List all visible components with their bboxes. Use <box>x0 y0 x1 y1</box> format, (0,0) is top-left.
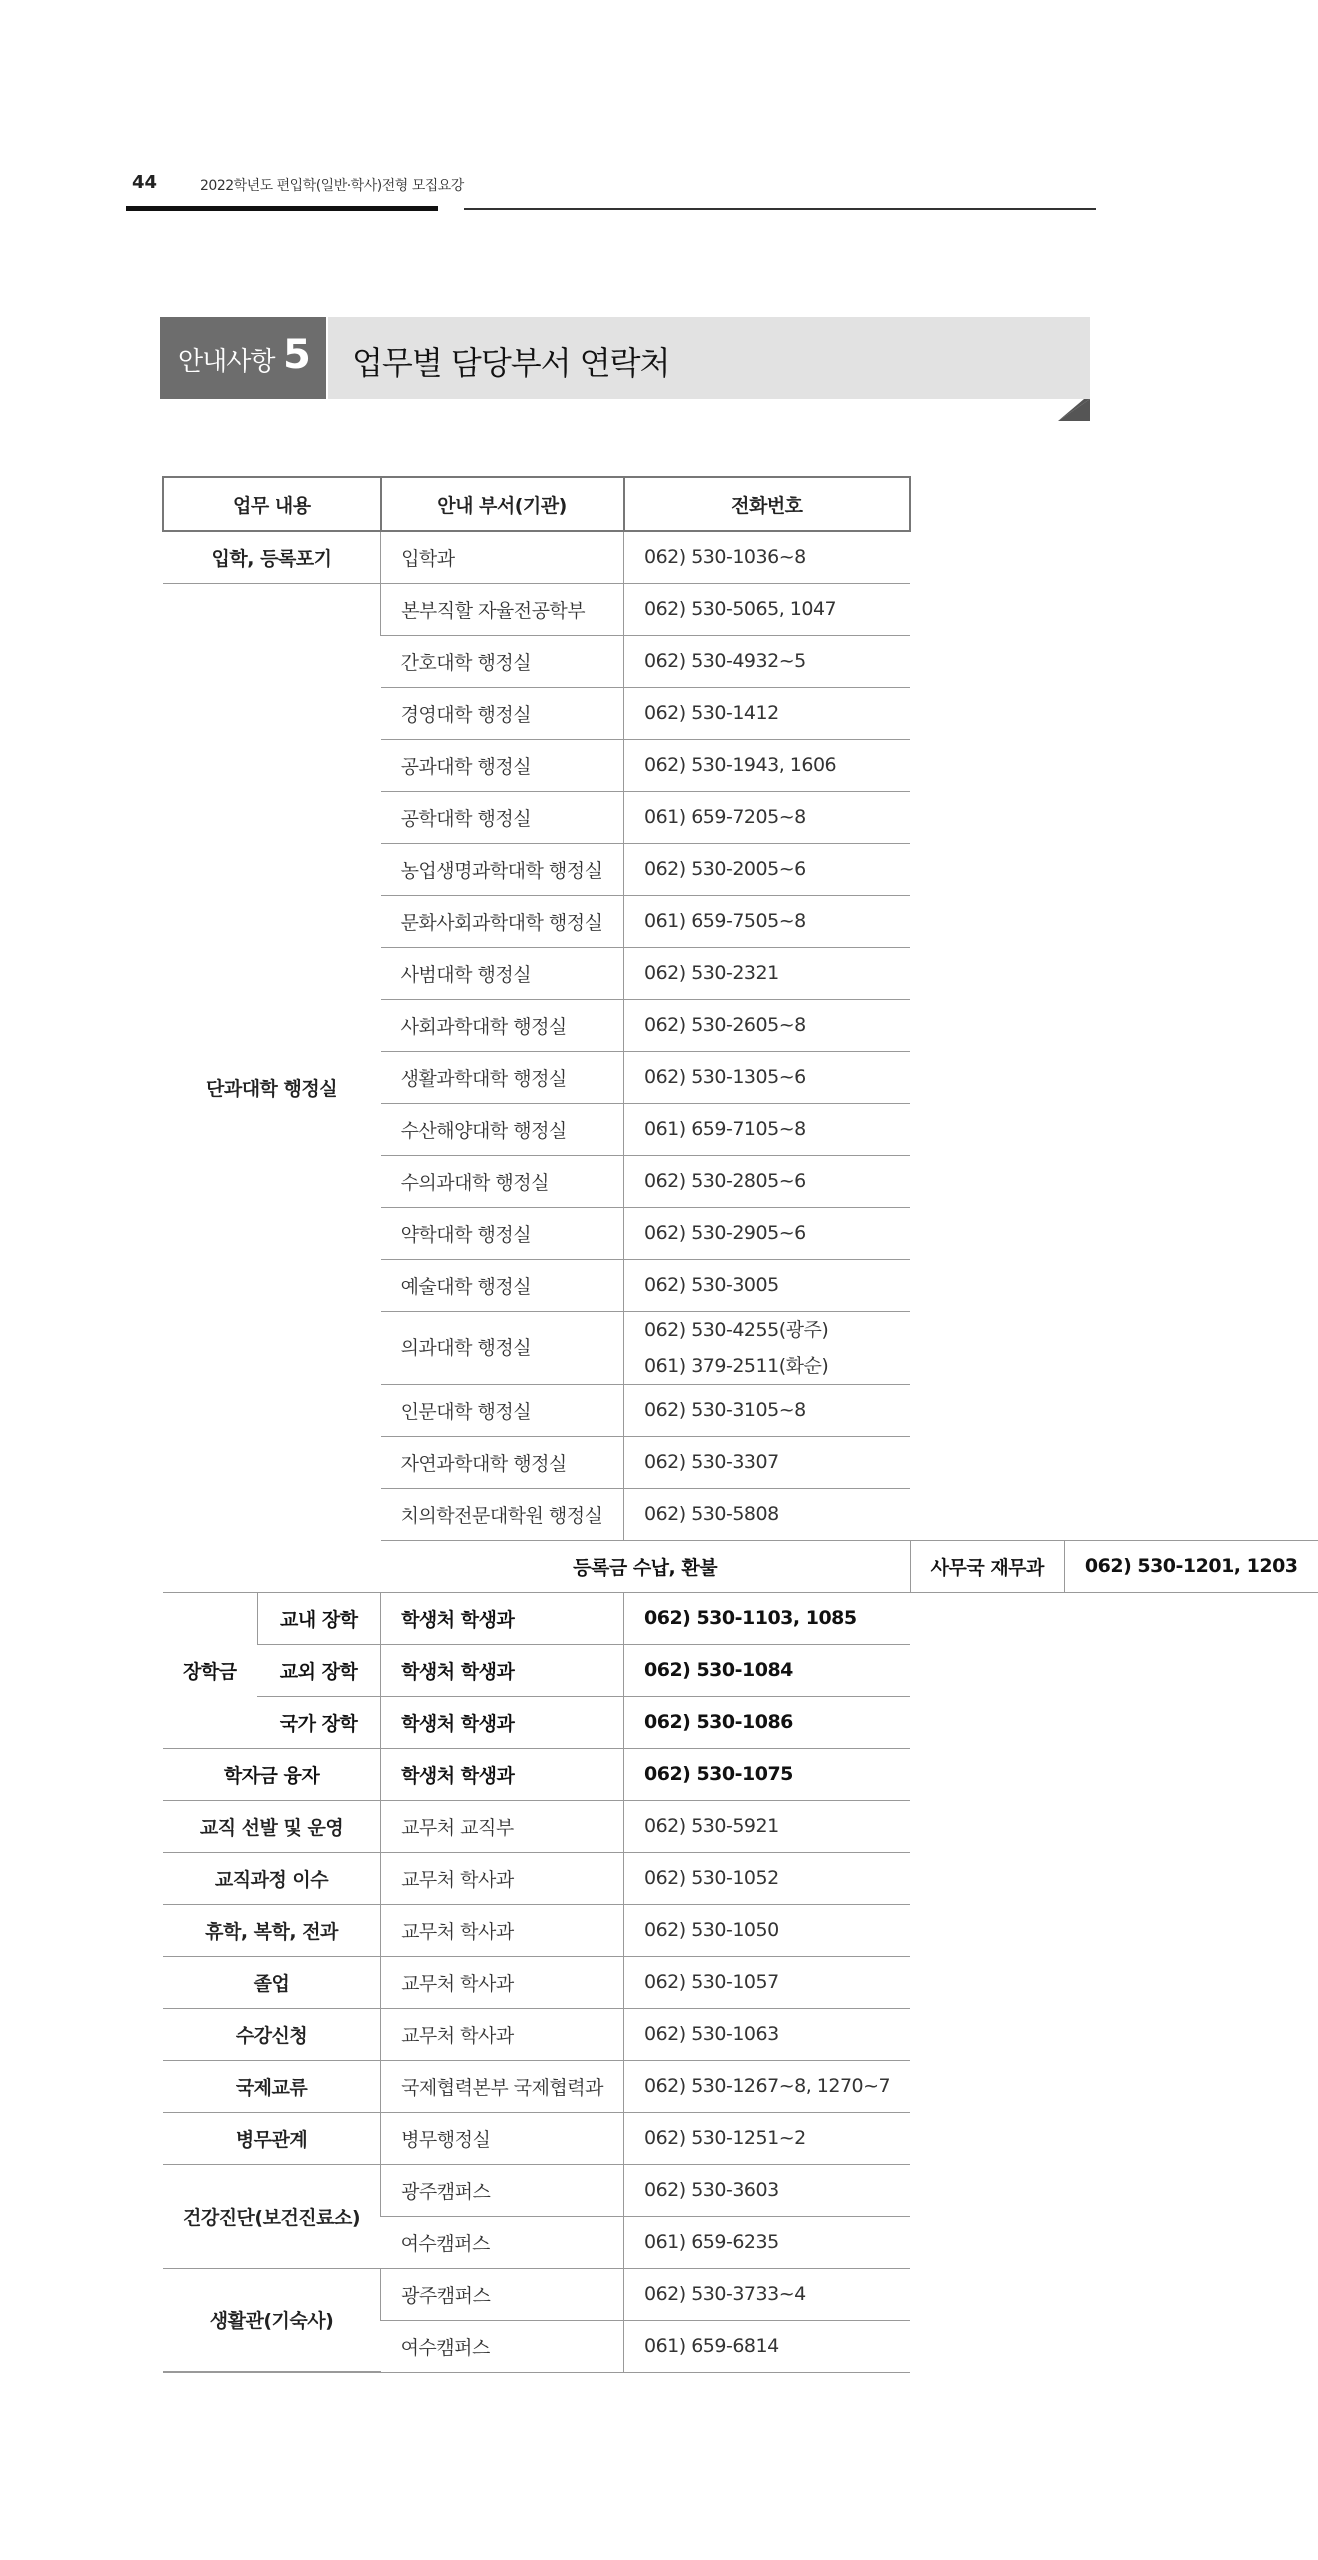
dept-cell: 교무처 학사과 <box>381 1956 624 2008</box>
task-cell-college: 단과대학 행정실 <box>163 583 381 1592</box>
phone-line-gwangju: 062) 530-4255(광주) <box>644 1318 829 1341</box>
task-cell: 입학, 등록포기 <box>163 531 381 583</box>
section-title-box <box>328 317 1090 399</box>
table-row <box>163 1748 1318 1800</box>
phone-cell: 062) 530-2805~6 <box>624 1155 911 1207</box>
page-number: 44 <box>132 172 158 193</box>
task-cell: 등록금 수납, 환불 <box>381 1540 911 1592</box>
phone-cell: 062) 530-3733~4 <box>624 2268 911 2320</box>
table-row <box>163 2112 1318 2164</box>
dept-cell: 사범대학 행정실 <box>381 947 624 999</box>
phone-cell: 062) 530-3307 <box>624 1436 911 1488</box>
task-cell: 국제교류 <box>163 2060 381 2112</box>
table-row <box>163 531 1318 583</box>
table-row <box>163 2060 1318 2112</box>
phone-cell: 062) 530-1050 <box>624 1904 911 1956</box>
page-header <box>126 172 1096 216</box>
dept-cell: 예술대학 행정실 <box>381 1259 624 1311</box>
dept-cell: 학생처 학생과 <box>381 1696 624 1748</box>
phone-cell: 061) 659-7505~8 <box>624 895 911 947</box>
task-cell: 휴학, 복학, 전과 <box>163 1904 381 1956</box>
section-label-box <box>160 317 326 399</box>
phone-cell: 062) 530-1943, 1606 <box>624 739 911 791</box>
dept-cell: 공학대학 행정실 <box>381 791 624 843</box>
contacts-table <box>162 476 1318 2373</box>
phone-cell: 062) 530-1251~2 <box>624 2112 911 2164</box>
corner-triangle-icon <box>1058 399 1090 421</box>
dept-cell: 본부직할 자율전공학부 <box>381 583 624 635</box>
dept-cell: 교무처 학사과 <box>381 1904 624 1956</box>
phone-cell: 062) 530-2005~6 <box>624 843 911 895</box>
dept-cell: 여수캠퍼스 <box>381 2216 624 2268</box>
dept-cell: 간호대학 행정실 <box>381 635 624 687</box>
dept-cell: 사회과학대학 행정실 <box>381 999 624 1051</box>
subcategory-cell: 국가 장학 <box>257 1696 381 1748</box>
dept-cell: 의과대학 행정실 <box>381 1311 624 1384</box>
task-cell: 병무관계 <box>163 2112 381 2164</box>
dept-cell: 학생처 학생과 <box>381 1748 624 1800</box>
header-dept: 안내 부서(기관) <box>381 477 624 531</box>
dept-cell: 문화사회과학대학 행정실 <box>381 895 624 947</box>
task-cell: 교직 선발 및 운영 <box>163 1800 381 1852</box>
dept-cell: 자연과학대학 행정실 <box>381 1436 624 1488</box>
phone-cell: 061) 659-7205~8 <box>624 791 911 843</box>
dept-cell: 수의과대학 행정실 <box>381 1155 624 1207</box>
phone-cell: 062) 530-2905~6 <box>624 1207 911 1259</box>
table-row <box>163 2008 1318 2060</box>
phone-cell-medical <box>624 1311 911 1384</box>
dept-cell: 교무처 학사과 <box>381 2008 624 2060</box>
dept-cell: 사무국 재무과 <box>910 1540 1064 1592</box>
task-cell: 졸업 <box>163 1956 381 2008</box>
phone-cell: 062) 530-4932~5 <box>624 635 911 687</box>
header-task: 업무 내용 <box>163 477 381 531</box>
dept-cell: 광주캠퍼스 <box>381 2268 624 2320</box>
header-rule-thick <box>126 206 438 211</box>
table-row <box>163 1852 1318 1904</box>
table-row <box>163 1696 1318 1748</box>
dept-cell: 교무처 학사과 <box>381 1852 624 1904</box>
phone-cell: 062) 530-1201, 1203 <box>1064 1540 1317 1592</box>
table-row <box>163 1956 1318 2008</box>
phone-cell: 062) 530-1052 <box>624 1852 911 1904</box>
phone-cell: 062) 530-1412 <box>624 687 911 739</box>
phone-cell: 062) 530-1063 <box>624 2008 911 2060</box>
table-row <box>163 1644 1318 1696</box>
dept-cell: 학생처 학생과 <box>381 1592 624 1644</box>
dept-cell: 국제협력본부 국제협력과 <box>381 2060 624 2112</box>
phone-cell: 062) 530-2321 <box>624 947 911 999</box>
header-phone: 전화번호 <box>624 477 911 531</box>
section-title: 업무별 담당부서 연락처 <box>352 344 670 382</box>
dept-cell: 광주캠퍼스 <box>381 2164 624 2216</box>
phone-cell: 061) 659-7105~8 <box>624 1103 911 1155</box>
phone-cell: 062) 530-5921 <box>624 1800 911 1852</box>
phone-cell: 061) 659-6814 <box>624 2320 911 2372</box>
dept-cell: 병무행정실 <box>381 2112 624 2164</box>
subcategory-cell: 교외 장학 <box>257 1644 381 1696</box>
section-title-banner <box>160 317 1090 399</box>
phone-cell: 062) 530-1103, 1085 <box>624 1592 911 1644</box>
task-cell: 교직과정 이수 <box>163 1852 381 1904</box>
task-cell: 생활관(기숙사) <box>163 2268 381 2372</box>
task-cell: 건강진단(보건진료소) <box>163 2164 381 2268</box>
table-header-row <box>163 477 1318 531</box>
task-cell: 학자금 융자 <box>163 1748 381 1800</box>
dept-cell: 수산해양대학 행정실 <box>381 1103 624 1155</box>
dept-cell: 교무처 교직부 <box>381 1800 624 1852</box>
dept-cell: 여수캠퍼스 <box>381 2320 624 2372</box>
header-rule-thin <box>464 208 1096 210</box>
phone-cell: 062) 530-1305~6 <box>624 1051 911 1103</box>
table-row <box>163 2268 1318 2320</box>
phone-cell: 062) 530-1036~8 <box>624 531 911 583</box>
phone-cell: 062) 530-3005 <box>624 1259 911 1311</box>
scholarship-category-cell: 장학금 <box>163 1592 257 1748</box>
dept-cell: 치의학전문대학원 행정실 <box>381 1488 624 1540</box>
phone-cell: 062) 530-1267~8, 1270~7 <box>624 2060 911 2112</box>
dept-cell: 공과대학 행정실 <box>381 739 624 791</box>
dept-cell: 학생처 학생과 <box>381 1644 624 1696</box>
table-row <box>163 1592 1318 1644</box>
phone-cell: 062) 530-3603 <box>624 2164 911 2216</box>
phone-cell: 062) 530-3105~8 <box>624 1384 911 1436</box>
phone-cell: 062) 530-1075 <box>624 1748 911 1800</box>
table-row <box>163 2164 1318 2216</box>
section-label: 안내사항 <box>178 347 275 377</box>
dept-cell: 생활과학대학 행정실 <box>381 1051 624 1103</box>
dept-cell: 약학대학 행정실 <box>381 1207 624 1259</box>
dept-cell: 농업생명과학대학 행정실 <box>381 843 624 895</box>
document-title: 2022학년도 편입학(일반·학사)전형 모집요강 <box>200 178 464 194</box>
dept-cell: 인문대학 행정실 <box>381 1384 624 1436</box>
task-cell: 수강신청 <box>163 2008 381 2060</box>
table-row <box>163 1800 1318 1852</box>
phone-cell: 062) 530-1084 <box>624 1644 911 1696</box>
phone-cell: 062) 530-1086 <box>624 1696 911 1748</box>
phone-cell: 062) 530-5808 <box>624 1488 911 1540</box>
table-row <box>163 583 1318 635</box>
table-row <box>163 1904 1318 1956</box>
phone-cell: 062) 530-1057 <box>624 1956 911 2008</box>
subcategory-cell: 교내 장학 <box>257 1592 381 1644</box>
section-number: 5 <box>283 332 311 378</box>
phone-cell: 061) 659-6235 <box>624 2216 911 2268</box>
phone-line-hwasun: 061) 379-2511(화순) <box>644 1354 829 1377</box>
dept-cell: 경영대학 행정실 <box>381 687 624 739</box>
phone-cell: 062) 530-2605~8 <box>624 999 911 1051</box>
dept-cell: 입학과 <box>381 531 624 583</box>
phone-cell: 062) 530-5065, 1047 <box>624 583 911 635</box>
